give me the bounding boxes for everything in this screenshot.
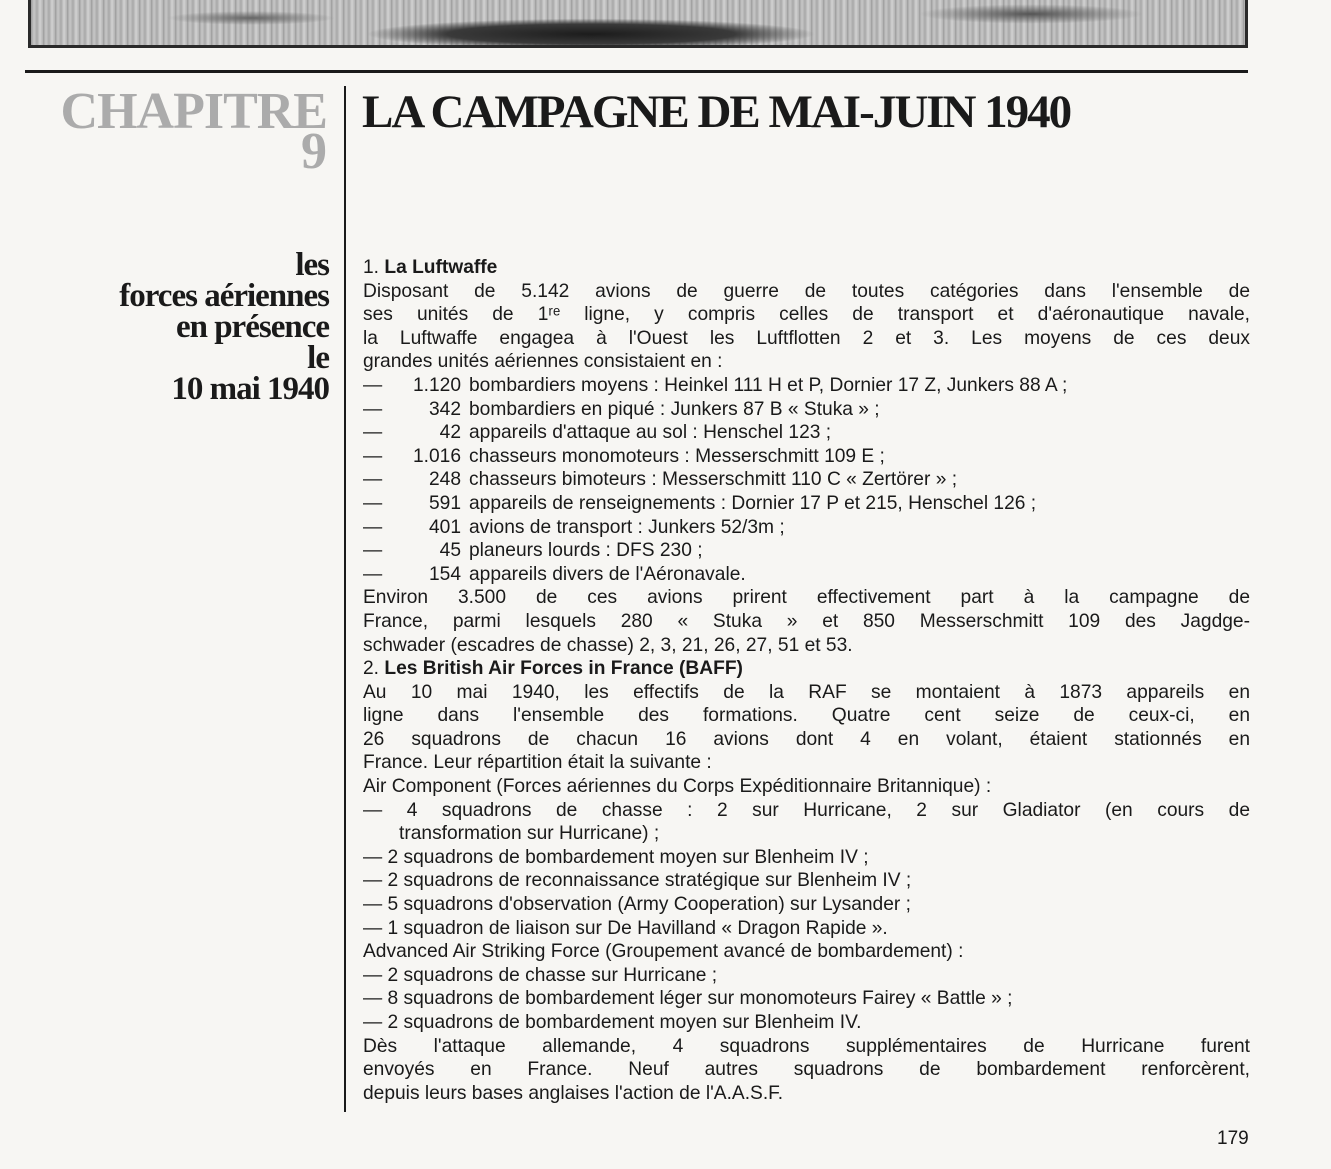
aasf-heading: Advanced Air Striking Force (Groupement avancé de bombardement) : [363, 941, 964, 963]
aircraft-quantity: 591 [428, 492, 461, 514]
list-dash: — [363, 563, 383, 585]
list-item: — 2 squadrons de reconnaissance stratégique sur Blenheim IV ; [363, 870, 912, 892]
page-number: 179 [1217, 1128, 1249, 1149]
list-item: — 1 squadron de liaison sur De Havilland « Dragon Rapide ». [363, 917, 888, 939]
paragraph-line: Environ 3.500 de ces avions prirent effectivement part à la campagne de [363, 587, 1250, 609]
aircraft-list-row [363, 398, 1250, 422]
section-number: 1. [363, 257, 380, 278]
side-heading [29, 247, 329, 407]
header-photo [28, 0, 1248, 48]
side-heading-line: le [307, 340, 329, 376]
section-title: Les British Air Forces in France (BAFF) [384, 658, 743, 680]
list-item: — 2 squadrons de bombardement moyen sur Blenheim IV. [363, 1012, 862, 1033]
aircraft-list-row [363, 539, 1250, 563]
aircraft-list [363, 374, 1250, 586]
aircraft-description: appareils divers de l'Aéronavale. [469, 563, 746, 585]
paragraph-line: Disposant de 5.142 avions de guerre de toutes catégories dans l'ensemble de [363, 280, 1250, 302]
list-item: — 2 squadrons de bombardement moyen sur Blenheim IV ; [363, 846, 869, 868]
list-item-continuation: transformation sur Hurricane) ; [399, 823, 660, 845]
aircraft-quantity: 248 [428, 469, 461, 491]
list-item: — 5 squadrons d'observation (Army Cooperation) sur Lysander ; [363, 894, 911, 916]
paragraph-line: la Luftwaffe engagea à l'Ouest les Luftflotten 2 et 3. Les moyens de ces deux [363, 327, 1250, 349]
paragraph-line: 26 squadrons de chacun 16 avions dont 4 en volant, étaient stationnés en [363, 728, 1250, 750]
aircraft-quantity: 1.120 [412, 374, 461, 396]
aircraft-quantity: 401 [428, 516, 461, 538]
list-dash: — [363, 422, 383, 444]
aircraft-quantity: 42 [439, 422, 461, 444]
section-heading [363, 657, 1250, 681]
list-dash: — [363, 445, 383, 467]
paragraph-line: depuis leurs bases anglaises l'action de l'A.A.S.F. [363, 1082, 784, 1104]
aircraft-description: appareils de renseignements : Dornier 17 P et 215, Henschel 126 ; [469, 492, 1037, 514]
aircraft-list-row [363, 468, 1250, 492]
air-component-heading: Air Component (Forces aériennes du Corps Expéditionnaire Britannique) : [363, 776, 992, 798]
aircraft-description: chasseurs bimoteurs : Messerschmitt 110 C « Zertörer » ; [469, 469, 958, 491]
section-heading [363, 256, 1250, 280]
list-item: — 8 squadrons de bombardement léger sur monomoteurs Fairey « Battle » ; [363, 988, 1013, 1010]
paragraph-line: Dès l'attaque allemande, 4 squadrons supplémentaires de Hurricane furent [363, 1035, 1250, 1057]
list-dash: — [363, 516, 383, 538]
aircraft-quantity: 1.016 [412, 445, 461, 467]
aircraft-description: chasseurs monomoteurs : Messerschmitt 109 E ; [469, 445, 885, 467]
vertical-rule [344, 86, 346, 1112]
side-heading-line: 10 mai 1940 [171, 371, 329, 407]
list-dash: — [363, 492, 383, 514]
paragraph-line: Au 10 mai 1940, les effectifs de la RAF se montaient à 1873 appareils en [363, 681, 1250, 703]
aircraft-quantity: 342 [428, 398, 461, 420]
side-heading-line: en présence [175, 309, 329, 345]
list-dash: — [363, 469, 383, 491]
paragraph-line: grandes unités aériennes consistaient en : [363, 351, 723, 373]
list-dash: — [363, 374, 383, 396]
chapter-label: CHAPITRE [60, 83, 327, 140]
aircraft-description: appareils d'attaque au sol : Henschel 123 ; [469, 422, 832, 444]
aircraft-description: avions de transport : Junkers 52/3m ; [469, 516, 785, 538]
aircraft-list-row [363, 445, 1250, 469]
chapter-number: 9 [301, 123, 327, 180]
aircraft-list-row [363, 374, 1250, 398]
aircraft-quantity: 154 [428, 563, 461, 585]
horizontal-rule [25, 70, 1248, 73]
paragraph-line: ligne dans l'ensemble des formations. Quatre cent seize de ceux-ci, en [363, 705, 1250, 727]
aircraft-description: bombardiers en piqué : Junkers 87 B « Stuka » ; [469, 398, 880, 420]
section-title: La Luftwaffe [384, 257, 498, 278]
paragraph-line: schwader (escadres de chasse) 2, 3, 21, 26, 27, 51 et 53. [363, 634, 853, 656]
aircraft-description: planeurs lourds : DFS 230 ; [469, 540, 703, 562]
paragraph-line: envoyés en France. Neuf autres squadrons de bombardement renforcèrent, [363, 1059, 1250, 1081]
list-item: — 4 squadrons de chasse : 2 sur Hurricane, 2 sur Gladiator (en cours de [363, 799, 1250, 821]
aircraft-list-row [363, 516, 1250, 540]
paragraph-line: ses unités de 1ʳᵉ ligne, y compris celles de transport et d'aéronautique navale, [363, 304, 1250, 326]
aircraft-list-row [363, 492, 1250, 516]
aircraft-list-row [363, 421, 1250, 445]
aircraft-description: bombardiers moyens : Heinkel 111 H et P, Dornier 17 Z, Junkers 88 A ; [469, 374, 1068, 396]
section-number: 2. [363, 658, 380, 680]
chapter-title: LA CAMPAGNE DE MAI-JUIN 1940 [362, 86, 1071, 138]
list-dash: — [363, 398, 383, 420]
aircraft-quantity: 45 [439, 540, 461, 562]
paragraph-line: France, parmi lesquels 280 « Stuka » et 850 Messerschmitt 109 des Jagdge- [363, 610, 1250, 632]
article-body [363, 256, 1250, 1105]
aircraft-list-row [363, 563, 1250, 587]
list-item: — 2 squadrons de chasse sur Hurricane ; [363, 964, 718, 986]
paragraph-line: France. Leur répartition était la suivante : [363, 752, 712, 774]
side-heading-line: forces aériennes [119, 278, 329, 314]
side-heading-line: les [295, 247, 329, 283]
list-dash: — [363, 540, 383, 562]
